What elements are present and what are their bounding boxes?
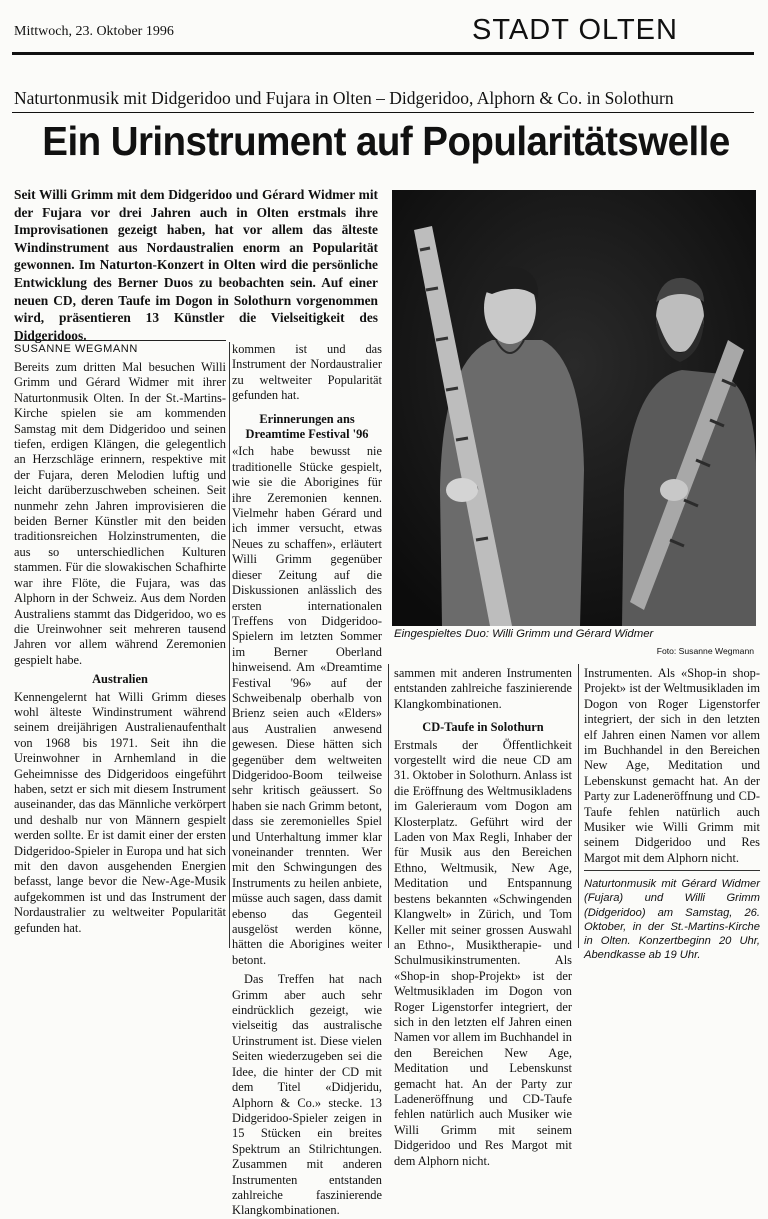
article-headline: Ein Urinstrument auf Popularitätswelle	[42, 118, 730, 164]
infobox-rule	[584, 870, 760, 871]
article-lead: Seit Willi Grimm mit dem Didgeridoo und Gérard Widmer mit der Fujara vor drei Jahren auch in Olten erstmals ihre Improvisationen gezeigt haben, hat vor allem das älteste Windinstrument aus Nordaustralien enorm an Popularität gewonnen. Im Naturton-Konzert in Olten wird die persönliche Entwicklung des Berner Duos zu beobachten sein. Auf einer neuen CD, deren Taufe im Dogon in Solothurn vorgenommen wird, präsentieren 13 Künstler die Vielseitigkeit des Didgeridoos.	[14, 187, 378, 343]
body-column-2	[232, 342, 382, 1218]
subheading-dreamtime: Erinnerungen ans Dreamtime Festival '96	[245, 411, 369, 442]
concert-infobox: Naturtonmusik mit Gérard Widmer (Fujara) und Willi Grimm (Didgeridoo) am Samstag, 26. Oktober, in der St.-Martins-Kirche in Olten. Konzertbeginn 20 Uhr, Abendkasse ab 19 Uhr.	[584, 878, 760, 962]
subheading-cd-taufe: CD-Taufe in Solothurn	[422, 720, 544, 735]
paragraph-continued: kommen ist und das Instrument der Nordaustralier zu weltweiter Popularität gefunden hat.	[232, 342, 382, 403]
body-column-3	[394, 666, 572, 1168]
byline: SUSANNE WEGMANN	[14, 340, 226, 355]
paragraph: «Ich habe bewusst nie traditionelle Stücke gespielt, wie sie die Aborigines für ihre Zeremonien kennen. Vielmehr haben Gérard und ich immer versucht, etwas Neues zu schaffen», erläutert Willi Grimm gegenüber dieser Zeitung auf die Diskussionen anlässlich des ersten internationalen Treffens von Didgeridoo-Spielern im letzten Sommer im Berner Oberland hinweisend. Am «Dreamtime Festival '96» auf der Schweibenalp oberhalb von Brienz seien auch «Elders» aus Australien anwesend gewesen. Diese hätten sich gegenüber dem weltweiten Didgeridoo-Boom teilweise sehr kritisch geäussert. So haben sie nach Grimm betont, dass sie zeremonielles Spiel und Unterhaltung immer klar voneinander trennten. Wer mit den Schwingungen des Instruments zu heilen anbiete, müsse auch sagen, dass damit ebenso das Gegenteil ausgelöst werden könne, hätten die Aborigines weiter betont.	[232, 444, 382, 967]
paragraph: Erstmals der Öffentlichkeit vorgestellt wird die neue CD am 31. Oktober in Solothurn. Anlass ist die Eröffnung des Weltmusikladens im Galerieraum vom Dogon am Klosterplatz. Geführt wird der Laden von Max Regli, Inhaber der für Musik aus den Bereichen Ethno, Weltmusik, New Age, Meditation und Entspannung bestens bekannten «Schwingenden Klangwelt» in Zürich, und Tom Keller mit seiner grossen Auswahl an Ethno-, Musiktherapie- und Schulmusikinstrumenten. Als «Shop-in shop-Projekt» ist der Weltmusikladen im Dogon von Roger Ligenstorfer integriert, der sich in den letzten elf Jahren einen Namen vor allem im Buchhandel in den Bereichen New Age, Meditation und Lebenskunst gemacht hat. An der Party zur Ladeneröffnung und CD-Taufe fehlen natürlich auch Musiker wie Willi Grimm mit seinem Didgeridoo und Res Margot mit dem Alphorn nicht.	[394, 737, 572, 1168]
photo-credit: Foto: Susanne Wegmann	[656, 646, 754, 656]
duo-photo	[392, 190, 756, 626]
top-rule	[12, 52, 754, 55]
photo-caption: Eingespieltes Duo: Willi Grimm und Gérard Widmer	[394, 628, 654, 640]
photo-illustration	[392, 190, 756, 626]
paragraph-continued: Instrumenten. Als «Shop-in shop-Projekt» ist der Weltmusikladen im Dogon von Roger Ligenstorfer integriert, der sich in den letzten elf Jahren einen Namen vor allem im Buchhandel in den Bereichen New Age, Meditation und Lebenskunst gemacht hat. An der Party zur Ladeneröffnung und CD-Taufe fehlen natürlich auch Musiker wie Willi Grimm mit seinem Didgeridoo und Res Margot mit dem Alphorn nicht.	[584, 666, 760, 865]
paragraph: Kennengelernt hat Willi Grimm dieses wohl älteste Windinstrument während seinem dreijährigen Australienaufenthalt von 1968 bis 1971. Seit ihn die Ureinwohner in Arnhemland in die Geheimnisse des Didgeridoos eingeführt haben, setzt er sich mit diesem Instrument auseinander, das das Männliche verkörpert und deshalb nur von Männern gespielt werden sollte. Er ist damit einer der ersten Didgeridoo-Spieler in Europa und hat sich mit den davon ausgehenden Energien befasst, lange bevor die New-Age-Musik aufgekommen ist und das Instrument der Nordaustralier zu weltweiter Popularität gefunden hat.	[14, 689, 226, 935]
paragraph: Bereits zum dritten Mal besuchen Willi Grimm und Gérard Widmer mit ihrer Naturtonmusik Olten. In der St.-Martins-Kirche spielen sie am kommenden Samstag mit dem Didgeridoo und seinen tiefen, erdigen Klängen, die gelegentlich an Herzschläge erinnern, respektive mit der Fujara, deren Melodien luftig und leicht darüberzuschweben scheinen. Seit nunmehr zehn Jahren improvisieren die beiden Berner Künstler mit den beiden traditionsreichen Holzinstrumenten, die aus so unterschiedlichen Kulturen stammen. Für die slowakischen Schafhirte war ihre Flöte, die Fujara, was das Alphorn in der Schweiz. Aus dem Norden Australiens stammt das Didgeridoo, wo es die Ureinwohner seit mehreren tausend Jahren vor allem während Zeremonien gespielt habe.	[14, 360, 226, 667]
paragraph-continued: sammen mit anderen Instrumenten entstanden zahlreiche faszinierende Klangkombinationen.	[394, 666, 572, 711]
kicker-rule	[12, 112, 754, 113]
column-divider	[388, 664, 389, 948]
column-divider	[578, 664, 579, 948]
body-column-1	[14, 360, 226, 950]
subheading-australien: Australien	[92, 672, 148, 687]
column-divider	[229, 342, 230, 948]
section-title: STADT OLTEN	[472, 14, 678, 46]
article-kicker: Naturtonmusik mit Didgeridoo und Fujara in Olten – Didgeridoo, Alphorn & Co. in Solothurn	[14, 88, 674, 108]
paragraph: Das Treffen hat nach Grimm aber auch sehr eindrücklich gezeigt, wie vielseitig das australische Urinstrument ist. Diese vielen Seiten wiederzugeben sei die Idee, die hinter der CD mit dem Titel «Didjeridu, Alphorn & Co.» stecke. 13 Didgeridoo-Spieler zeigen in 15 Stücken ein breites Spektrum an Stilrichtungen. Zusammen mit anderen Instrumenten entstanden zahlreiche faszinierende Klangkombinationen.	[232, 972, 382, 1218]
issue-date: Mittwoch, 23. Oktober 1996	[14, 24, 174, 39]
body-column-4	[584, 666, 760, 962]
